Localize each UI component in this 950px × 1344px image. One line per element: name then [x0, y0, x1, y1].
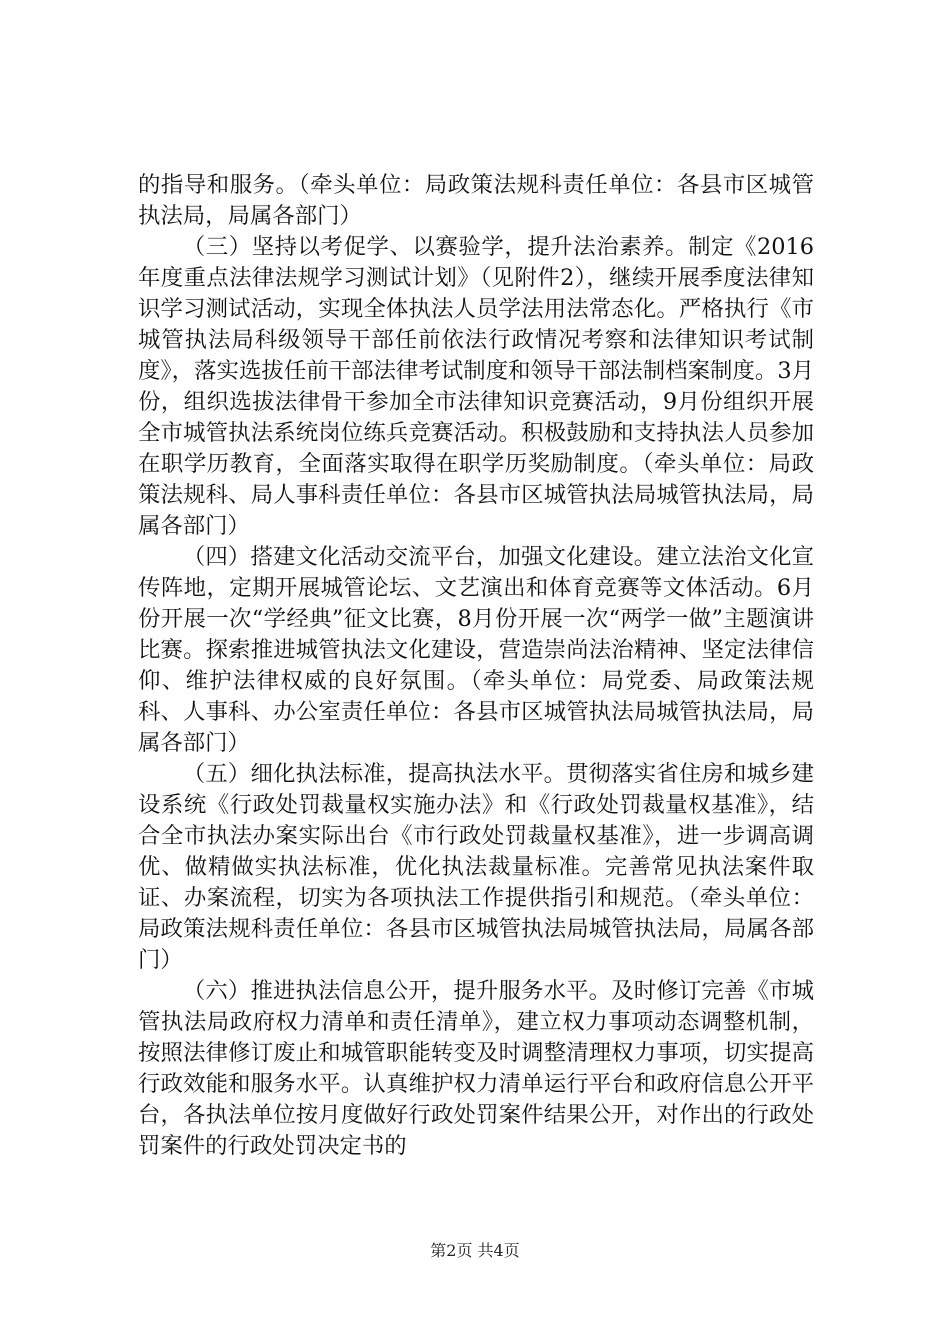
paragraph-section-3: （三）坚持以考促学、以赛验学，提升法治素养。制定《2016年度重点法律法规学习测试计划》（见附件2），继续开展季度法律知识学习测试活动，实现全体执法人员学法用法常态化。严格执行《市城管执法局科级领导干部任前依法行政情况考察和法律知识考试制度》，落实选拔任前干部法律考试制度和领导干部法制档案制度。3月份，组织选拔法律骨干参加全市法律知识竞赛活动，9月份组织开展全市城管执法系统岗位练兵竞赛活动。积极鼓励和支持执法人员参加在职学历教育，全面落实取得在职学历奖励制度。（牵头单位：局政策法规科、局人事科责任单位：各县市区城管执法局城管执法局，局属各部门）	[138, 234, 814, 539]
paragraph-section-5: （五）细化执法标准，提高执法水平。贯彻落实省住房和城乡建设系统《行政处罚裁量权实施办法》和《行政处罚裁量权基准》，结合全市执法办案实际出台《市行政处罚裁量权基准》，进一步调高调优、做精做实执法标准，优化执法裁量标准。完善常见执法案件取证、办案流程，切实为各项执法工作提供指引和规范。（牵头单位：局政策法规科责任单位：各县市区城管执法局城管执法局，局属各部门）	[138, 761, 814, 973]
paragraph-section-6: （六）推进执法信息公开，提升服务水平。及时修订完善《市城管执法局政府权力清单和责任清单》，建立权力事项动态调整机制，按照法律修订废止和城管职能转变及时调整清理权力事项，切实提高行政效能和服务水平。认真维护权力清单运行平台和政府信息公开平台，各执法单位按月度做好行政处罚案件结果公开，对作出的行政处罚案件的行政处罚决定书的	[138, 978, 814, 1159]
paragraph-section-4: （四）搭建文化活动交流平台，加强文化建设。建立法治文化宣传阵地，定期开展城管论坛、文艺演出和体育竞赛等文体活动。6月份开展一次“学经典”征文比赛，8月份开展一次“两学一做”主题演讲比赛。探索推进城管执法文化建设，营造崇尚法治精神、坚定法律信仰、维护法律权威的良好氛围。（牵头单位：局党委、局政策法规科、人事科、办公室责任单位：各县市区城管执法局城管执法局，局属各部门）	[138, 544, 814, 756]
page-number-footer: 第2页 共4页	[430, 1241, 520, 1260]
paragraph-continuation: 的指导和服务。（牵头单位：局政策法规科责任单位：各县市区城管执法局，局属各部门）	[138, 172, 814, 229]
document-body	[138, 170, 814, 1162]
